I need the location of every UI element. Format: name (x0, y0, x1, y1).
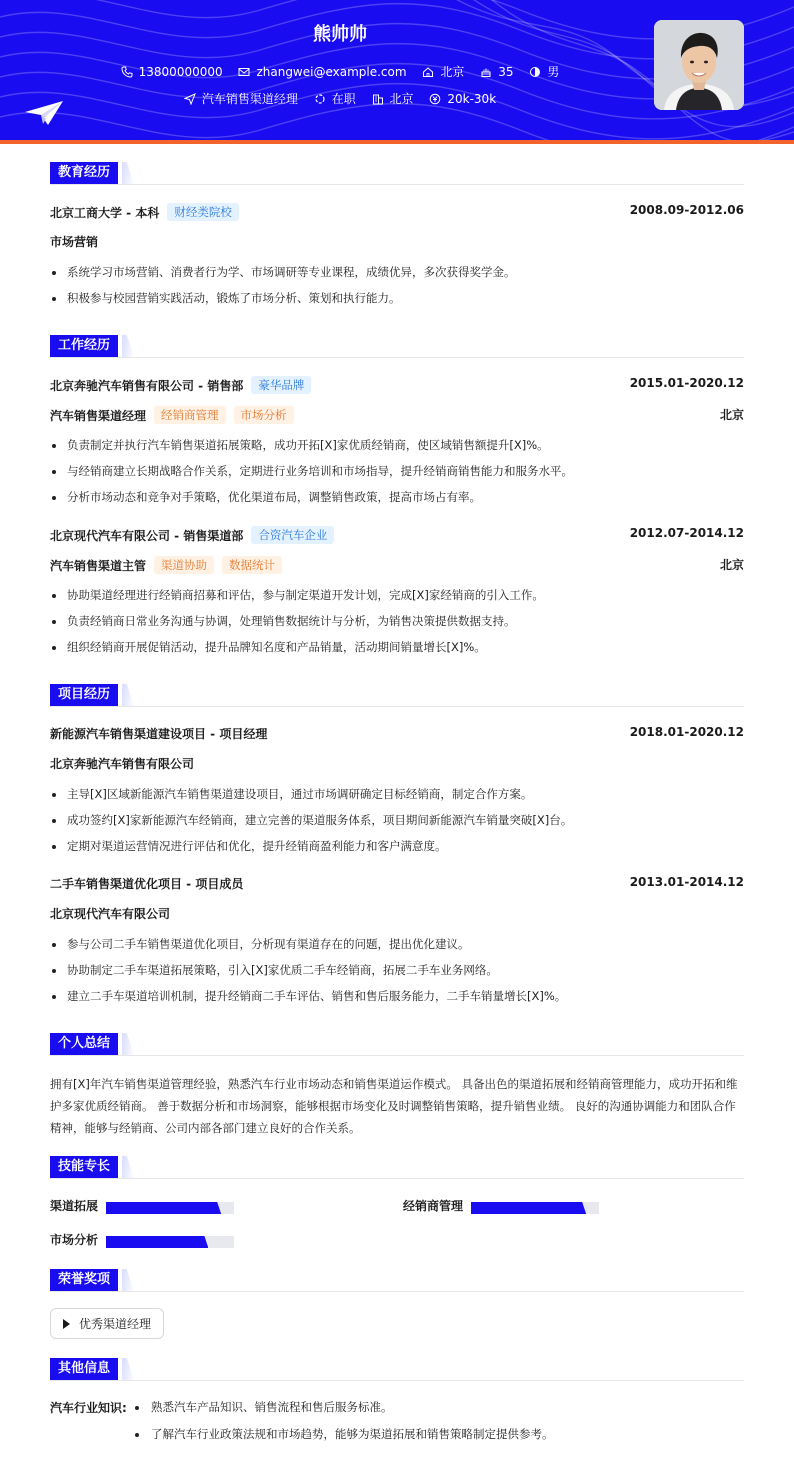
skill-item (50, 1231, 250, 1249)
project-dates: 2013.01-2014.12 (629, 875, 744, 889)
gender-info (529, 63, 559, 80)
role-tag: 渠道协助 (154, 556, 214, 574)
project-title: 二手车销售渠道优化项目 - 项目成员 (50, 877, 244, 891)
project-title: 新能源汽车销售渠道建设项目 - 项目经理 (50, 727, 268, 741)
title-decoration (122, 335, 134, 357)
job-intent-row (0, 90, 680, 108)
resume-header (0, 0, 794, 140)
skill-bar (471, 1202, 599, 1214)
status-icon (314, 93, 326, 105)
work-header (50, 526, 744, 544)
divider (50, 357, 744, 358)
play-triangle-icon (63, 1319, 70, 1329)
city-info (372, 90, 414, 107)
education-major-row (50, 233, 744, 251)
other-label: 汽车行业知识: (50, 1401, 127, 1415)
candidate-name: 熊帅帅 (313, 24, 367, 45)
divider (50, 1380, 744, 1381)
divider (50, 1178, 744, 1179)
skill-name: 渠道拓展 (50, 1199, 99, 1213)
section-education-title: 教育经历 (50, 162, 118, 184)
skill-bar-fill (471, 1202, 586, 1214)
section-projects-title: 项目经历 (50, 684, 118, 706)
email-address: zhangwei@example.com (256, 64, 407, 79)
avatar-icon (654, 20, 744, 110)
company-name: 北京奔驰汽车销售有限公司 - 销售部 (50, 378, 244, 393)
location-text: 北京 (440, 65, 465, 79)
position-text: 汽车销售渠道经理 (201, 92, 298, 106)
title-decoration (122, 1269, 134, 1291)
gender-icon (529, 66, 541, 78)
project-org-row (50, 905, 744, 923)
building-icon (372, 93, 384, 105)
mail-icon (238, 66, 250, 78)
email-info (238, 65, 406, 79)
education-major: 市场营销 (50, 235, 99, 249)
status-info (314, 90, 356, 107)
status-text: 在职 (331, 92, 356, 106)
section-skills-title: 技能专长 (50, 1156, 118, 1178)
phone-info (121, 65, 223, 79)
school-tag: 财经类院校 (167, 203, 239, 221)
work-city: 北京 (719, 408, 744, 422)
age-info (480, 65, 513, 79)
phone-number: 13800000000 (138, 64, 223, 79)
project-org-row (50, 755, 744, 773)
salary-info (429, 92, 496, 106)
skill-bar-fill (106, 1202, 221, 1214)
school-name: 北京工商大学 - 本科 (50, 205, 160, 220)
job-role: 汽车销售渠道主管 (50, 558, 147, 573)
award-item (50, 1308, 164, 1339)
skill-name: 市场分析 (50, 1233, 99, 1247)
project-header (50, 875, 744, 893)
skill-bar-fill (106, 1236, 208, 1248)
cake-icon (480, 66, 492, 78)
divider (50, 706, 744, 707)
work-dates: 2015.01-2020.12 (629, 376, 744, 390)
skill-item (50, 1197, 250, 1215)
work-city: 北京 (719, 558, 744, 572)
section-summary (50, 1033, 744, 1055)
skill-name: 经销商管理 (403, 1199, 464, 1213)
project-org: 北京现代汽车有限公司 (50, 907, 171, 921)
award-name: 优秀渠道经理 (79, 1317, 152, 1331)
location-info (422, 63, 464, 80)
summary-text: 拥有[X]年汽车销售渠道管理经验，熟悉汽车行业市场动态和销售渠道运作模式。 具备出色的渠道拓展和经销商管理能力，成功开拓和维护多家优质经销商。 善于数据分析和市场洞察，能够根据市场变化及时调整销售策略，提升销售业绩。 良好的沟通协调能力和团队合作精神，能够与经销商、公司内部各部门建立良好的合作关系。 (50, 1077, 738, 1135)
money-icon (429, 93, 441, 105)
age-text: 35 (498, 64, 514, 79)
section-other (50, 1358, 744, 1380)
title-decoration (122, 684, 134, 706)
project-dates: 2018.01-2020.12 (629, 725, 744, 739)
title-decoration (122, 1358, 134, 1380)
section-education (50, 162, 744, 184)
divider (50, 184, 744, 185)
paper-plane-icon (24, 100, 64, 126)
city-text: 北京 (389, 92, 414, 106)
role-tag: 经销商管理 (154, 406, 226, 424)
section-work (50, 335, 744, 357)
profile-photo (654, 20, 744, 110)
work-dates: 2012.07-2014.12 (629, 526, 744, 540)
position-info (184, 90, 298, 107)
skill-bar (106, 1202, 234, 1214)
education-header (50, 203, 744, 221)
work-role-row (50, 406, 744, 424)
section-awards (50, 1269, 744, 1291)
section-other-title: 其他信息 (50, 1358, 118, 1380)
send-icon (184, 93, 196, 105)
home-icon (422, 66, 434, 78)
section-awards-title: 荣誉奖项 (50, 1269, 118, 1291)
role-tag: 数据统计 (222, 556, 282, 574)
section-work-title: 工作经历 (50, 335, 118, 357)
company-tag: 豪华品牌 (251, 376, 311, 394)
company-tag: 合资汽车企业 (251, 526, 334, 544)
title-decoration (122, 162, 134, 184)
section-projects (50, 684, 744, 706)
phone-icon (121, 66, 133, 78)
role-tag: 市场分析 (234, 406, 294, 424)
skill-bar (106, 1236, 234, 1248)
work-role-row (50, 556, 744, 574)
title-decoration (122, 1033, 134, 1055)
header-accent-stripe (0, 140, 794, 144)
work-header (50, 376, 744, 394)
project-org: 北京奔驰汽车销售有限公司 (50, 757, 195, 771)
company-name: 北京现代汽车有限公司 - 销售渠道部 (50, 528, 244, 543)
skill-item (403, 1197, 603, 1215)
job-role: 汽车销售渠道经理 (50, 408, 147, 423)
contact-row (0, 63, 680, 81)
project-header (50, 725, 744, 743)
education-dates: 2008.09-2012.06 (629, 203, 744, 217)
divider (50, 1291, 744, 1292)
divider (50, 1055, 744, 1056)
salary-text: 20k-30k (447, 91, 497, 106)
title-decoration (122, 1156, 134, 1178)
section-summary-title: 个人总结 (50, 1033, 118, 1055)
gender-text: 男 (547, 65, 560, 79)
section-skills (50, 1156, 744, 1178)
